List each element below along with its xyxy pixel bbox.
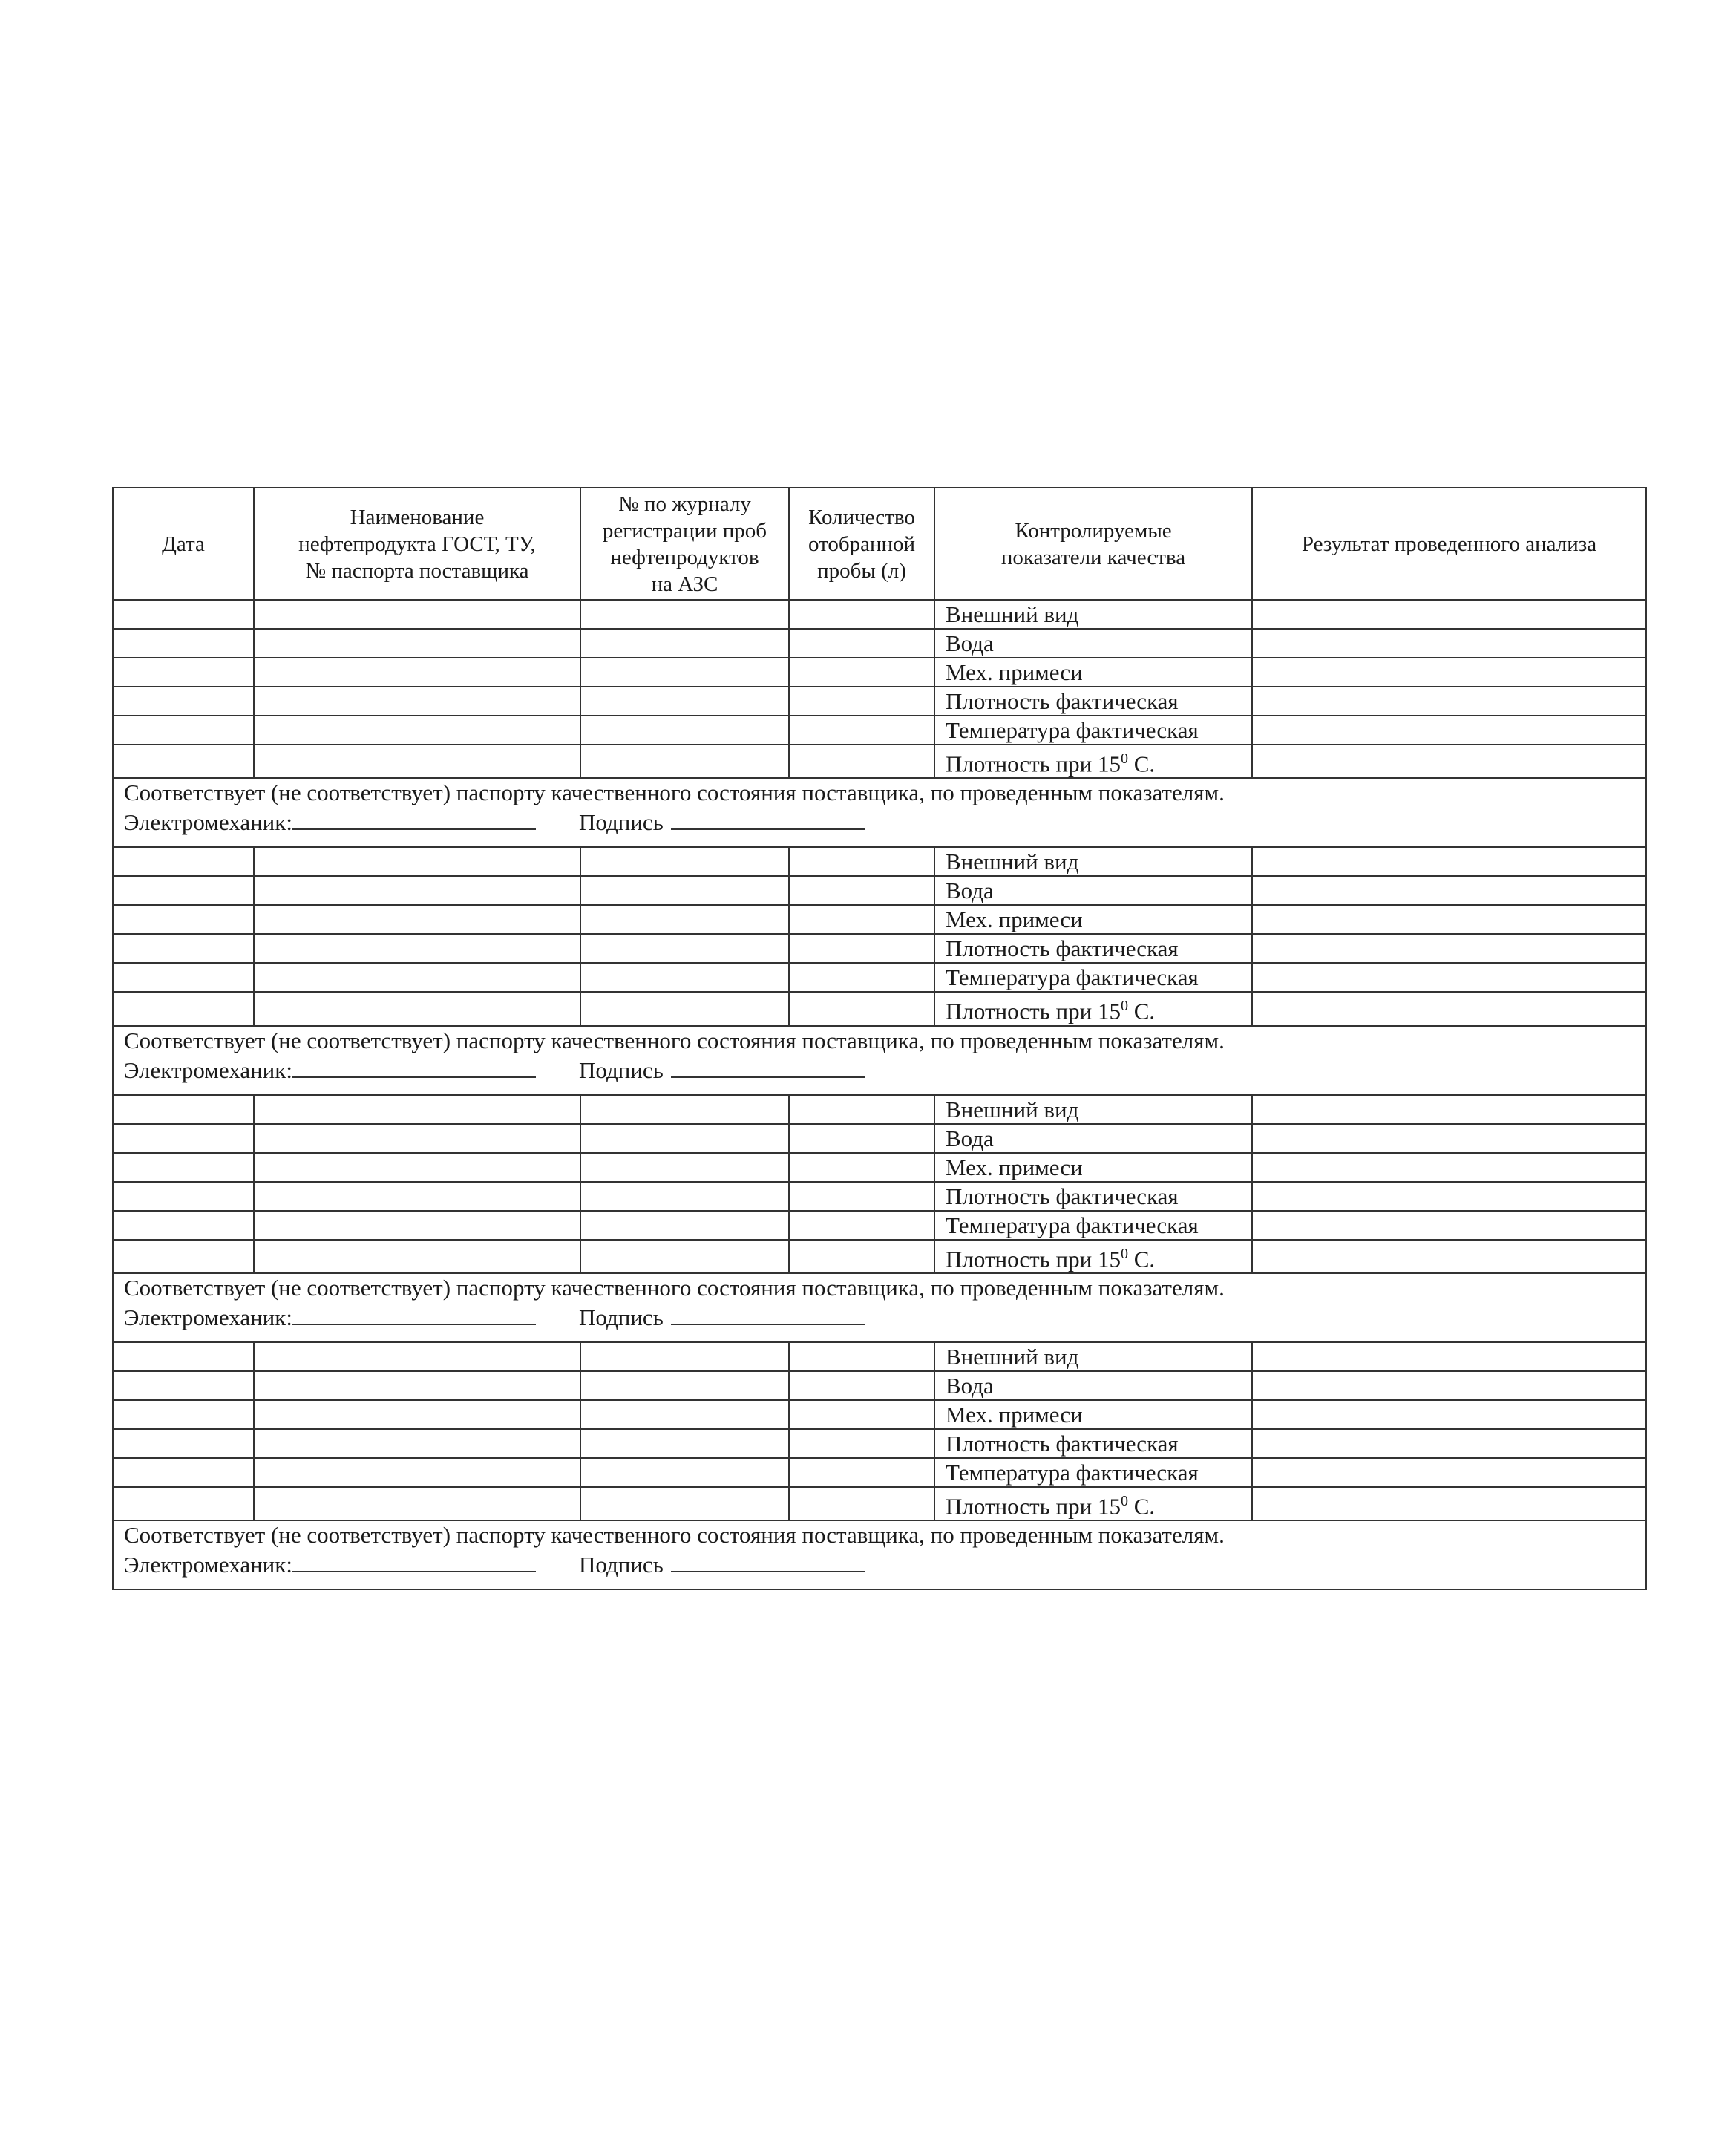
header-analysis-result: Результат проведенного анализа xyxy=(1252,488,1646,600)
indicator-text: Температура фактическая xyxy=(946,964,1199,991)
indicator-text: Внешний вид xyxy=(946,1343,1079,1370)
date-cell[interactable] xyxy=(113,905,254,934)
journal-number-cell[interactable] xyxy=(580,716,789,745)
indicator-row xyxy=(113,1342,1646,1371)
quality-indicator-label xyxy=(934,600,1252,629)
quality-indicator-label xyxy=(934,1095,1252,1124)
quantity-cell[interactable] xyxy=(789,876,934,905)
journal-number-cell[interactable] xyxy=(580,1342,789,1371)
header-journal-number: № по журналу регистрации проб нефтепродуктов на АЗС xyxy=(580,488,789,600)
result-cell[interactable] xyxy=(1252,1342,1646,1371)
electromechanic-name-field[interactable] xyxy=(292,1054,536,1078)
date-cell[interactable] xyxy=(113,1153,254,1182)
quantity-cell[interactable] xyxy=(789,963,934,992)
indicator-row xyxy=(113,716,1646,745)
journal-number-cell[interactable] xyxy=(580,629,789,658)
quantity-cell[interactable] xyxy=(789,629,934,658)
indicator-text: Плотность фактическая xyxy=(946,935,1179,962)
journal-number-cell[interactable] xyxy=(580,963,789,992)
signature-field[interactable] xyxy=(671,806,865,830)
date-cell[interactable] xyxy=(113,1487,254,1520)
quantity-cell[interactable] xyxy=(789,687,934,716)
conformity-row xyxy=(113,1026,1646,1095)
journal-number-cell[interactable] xyxy=(580,1211,789,1240)
journal-number-cell[interactable] xyxy=(580,1400,789,1429)
quantity-cell[interactable] xyxy=(789,1124,934,1153)
indicator-text: Мех. примеси xyxy=(946,659,1083,685)
quality-indicator-label xyxy=(934,847,1252,876)
indicator-row xyxy=(113,1095,1646,1124)
date-cell[interactable] xyxy=(113,716,254,745)
journal-number-cell[interactable] xyxy=(580,658,789,687)
indicator-text: Плотность фактическая xyxy=(946,688,1179,714)
indicator-row xyxy=(113,600,1646,629)
indicator-text: Мех. примеси xyxy=(946,906,1083,933)
result-cell[interactable] xyxy=(1252,1371,1646,1400)
quality-indicator-label xyxy=(934,1400,1252,1429)
indicator-text: Плотность при 15 xyxy=(946,1245,1121,1272)
electromechanic-label: Электромеханик: xyxy=(124,1304,292,1330)
result-cell[interactable] xyxy=(1252,847,1646,876)
conformity-row xyxy=(113,1520,1646,1589)
indicator-text: Мех. примеси xyxy=(946,1401,1083,1428)
signature-line xyxy=(124,1549,1635,1578)
date-cell[interactable] xyxy=(113,876,254,905)
result-cell[interactable] xyxy=(1252,716,1646,745)
indicator-text: Вода xyxy=(946,1125,994,1151)
quantity-cell[interactable] xyxy=(789,1400,934,1429)
indicator-text: Вода xyxy=(946,877,994,904)
date-cell[interactable] xyxy=(113,1400,254,1429)
date-cell[interactable] xyxy=(113,1342,254,1371)
product-cell[interactable] xyxy=(254,1211,580,1240)
celsius-unit: С. xyxy=(1127,751,1156,777)
quality-indicator-label xyxy=(934,716,1252,745)
quality-indicator-label xyxy=(934,1211,1252,1240)
result-cell[interactable] xyxy=(1252,745,1646,778)
quantity-cell[interactable] xyxy=(789,847,934,876)
journal-number-cell[interactable] xyxy=(580,992,789,1025)
result-cell[interactable] xyxy=(1252,1400,1646,1429)
result-cell[interactable] xyxy=(1252,1487,1646,1520)
signature-field[interactable] xyxy=(671,1301,865,1325)
electromechanic-label: Электромеханик: xyxy=(124,1056,292,1083)
signature-label: Подпись xyxy=(578,1304,664,1330)
signature-line xyxy=(124,806,1635,836)
date-cell[interactable] xyxy=(113,1124,254,1153)
journal-number-cell[interactable] xyxy=(580,687,789,716)
quantity-cell[interactable] xyxy=(789,1429,934,1458)
journal-number-cell[interactable] xyxy=(580,1240,789,1273)
product-cell[interactable] xyxy=(254,934,580,963)
indicator-row xyxy=(113,687,1646,716)
quality-indicator-label xyxy=(934,992,1252,1025)
journal-body xyxy=(113,600,1646,1589)
indicator-row xyxy=(113,1240,1646,1273)
product-cell[interactable] xyxy=(254,1342,580,1371)
conformity-cell xyxy=(113,778,1646,847)
quantity-cell[interactable] xyxy=(789,1342,934,1371)
product-cell[interactable] xyxy=(254,876,580,905)
result-cell[interactable] xyxy=(1252,687,1646,716)
quality-indicator-label xyxy=(934,1458,1252,1487)
product-cell[interactable] xyxy=(254,847,580,876)
indicator-row xyxy=(113,629,1646,658)
product-cell[interactable] xyxy=(254,1458,580,1487)
journal-number-cell[interactable] xyxy=(580,1095,789,1124)
date-cell[interactable] xyxy=(113,1429,254,1458)
quantity-cell[interactable] xyxy=(789,1458,934,1487)
header-sample-quantity: Количество отобранной пробы (л) xyxy=(789,488,934,600)
electromechanic-label: Электромеханик: xyxy=(124,1552,292,1578)
quality-indicator-label xyxy=(934,629,1252,658)
product-cell[interactable] xyxy=(254,1124,580,1153)
date-cell[interactable] xyxy=(113,600,254,629)
date-cell[interactable] xyxy=(113,1095,254,1124)
indicator-row xyxy=(113,1211,1646,1240)
quality-indicator-label xyxy=(934,1124,1252,1153)
result-cell[interactable] xyxy=(1252,1429,1646,1458)
journal-number-cell[interactable] xyxy=(580,1458,789,1487)
indicator-text: Температура фактическая xyxy=(946,1212,1199,1238)
journal-number-cell[interactable] xyxy=(580,1371,789,1400)
electromechanic-label: Электромеханик: xyxy=(124,809,292,836)
date-cell[interactable] xyxy=(113,1182,254,1211)
date-cell[interactable] xyxy=(113,1240,254,1273)
indicator-text: Температура фактическая xyxy=(946,1459,1199,1486)
result-cell[interactable] xyxy=(1252,1095,1646,1124)
quantity-cell[interactable] xyxy=(789,1211,934,1240)
product-cell[interactable] xyxy=(254,1429,580,1458)
quality-control-journal-table xyxy=(112,487,1647,1590)
degree-superscript: 0 xyxy=(1120,751,1128,767)
result-cell[interactable] xyxy=(1252,934,1646,963)
celsius-unit: С. xyxy=(1127,998,1156,1024)
header-quality-indicators: Контролируемые показатели качества xyxy=(934,488,1252,600)
indicator-row xyxy=(113,905,1646,934)
header-date: Дата xyxy=(113,488,254,600)
quality-indicator-label xyxy=(934,934,1252,963)
quality-indicator-label xyxy=(934,1487,1252,1520)
celsius-unit: С. xyxy=(1127,1245,1156,1272)
date-cell[interactable] xyxy=(113,687,254,716)
conformity-cell xyxy=(113,1520,1646,1589)
product-cell[interactable] xyxy=(254,687,580,716)
product-cell[interactable] xyxy=(254,992,580,1025)
indicator-row xyxy=(113,847,1646,876)
indicator-row xyxy=(113,658,1646,687)
conformity-statement: Соответствует (не соответствует) паспорту качественного состояния поставщика, по проведенным показателям. xyxy=(124,1274,1225,1301)
signature-label: Подпись xyxy=(578,1056,664,1083)
quantity-cell[interactable] xyxy=(789,905,934,934)
indicator-row xyxy=(113,1458,1646,1487)
indicator-text: Плотность при 15 xyxy=(946,751,1121,777)
product-cell[interactable] xyxy=(254,716,580,745)
conformity-statement: Соответствует (не соответствует) паспорту качественного состояния поставщика, по проведенным показателям. xyxy=(124,780,1225,806)
quantity-cell[interactable] xyxy=(789,658,934,687)
signature-field[interactable] xyxy=(671,1054,865,1078)
degree-superscript: 0 xyxy=(1120,998,1128,1015)
indicator-text: Внешний вид xyxy=(946,849,1079,875)
product-cell[interactable] xyxy=(254,1182,580,1211)
result-cell[interactable] xyxy=(1252,876,1646,905)
indicator-row xyxy=(113,1429,1646,1458)
journal-number-cell[interactable] xyxy=(580,1487,789,1520)
quality-indicator-label xyxy=(934,1240,1252,1273)
quality-indicator-label xyxy=(934,905,1252,934)
indicator-text: Вода xyxy=(946,1372,994,1399)
indicator-row xyxy=(113,934,1646,963)
celsius-unit: С. xyxy=(1127,1493,1156,1520)
result-cell[interactable] xyxy=(1252,1124,1646,1153)
signature-line xyxy=(124,1301,1635,1331)
quantity-cell[interactable] xyxy=(789,1095,934,1124)
result-cell[interactable] xyxy=(1252,1182,1646,1211)
result-cell[interactable] xyxy=(1252,600,1646,629)
signature-field[interactable] xyxy=(671,1549,865,1572)
quality-indicator-label xyxy=(934,1429,1252,1458)
indicator-text: Плотность при 15 xyxy=(946,1493,1121,1520)
journal-number-cell[interactable] xyxy=(580,1124,789,1153)
degree-superscript: 0 xyxy=(1120,1245,1128,1262)
conformity-cell xyxy=(113,1273,1646,1342)
indicator-row xyxy=(113,1153,1646,1182)
date-cell[interactable] xyxy=(113,629,254,658)
quantity-cell[interactable] xyxy=(789,1153,934,1182)
date-cell[interactable] xyxy=(113,745,254,778)
conformity-statement: Соответствует (не соответствует) паспорту качественного состояния поставщика, по проведенным показателям. xyxy=(124,1027,1225,1053)
indicator-text: Внешний вид xyxy=(946,601,1079,627)
indicator-row xyxy=(113,1487,1646,1520)
indicator-text: Плотность фактическая xyxy=(946,1183,1179,1209)
journal-number-cell[interactable] xyxy=(580,847,789,876)
date-cell[interactable] xyxy=(113,1458,254,1487)
journal-number-cell[interactable] xyxy=(580,600,789,629)
quality-indicator-label xyxy=(934,745,1252,778)
indicator-text: Температура фактическая xyxy=(946,717,1199,743)
indicator-text: Вода xyxy=(946,630,994,656)
quantity-cell[interactable] xyxy=(789,1371,934,1400)
product-cell[interactable] xyxy=(254,1240,580,1273)
indicator-row xyxy=(113,992,1646,1025)
date-cell[interactable] xyxy=(113,1211,254,1240)
quantity-cell[interactable] xyxy=(789,1182,934,1211)
result-cell[interactable] xyxy=(1252,1458,1646,1487)
product-cell[interactable] xyxy=(254,1095,580,1124)
indicator-text: Внешний вид xyxy=(946,1096,1079,1122)
electromechanic-name-field[interactable] xyxy=(292,1301,536,1325)
indicator-row xyxy=(113,876,1646,905)
signature-label: Подпись xyxy=(578,1552,664,1578)
quantity-cell[interactable] xyxy=(789,600,934,629)
quality-indicator-label xyxy=(934,1342,1252,1371)
indicator-row xyxy=(113,1124,1646,1153)
quantity-cell[interactable] xyxy=(789,934,934,963)
result-cell[interactable] xyxy=(1252,629,1646,658)
journal-number-cell[interactable] xyxy=(580,905,789,934)
quality-indicator-label xyxy=(934,1371,1252,1400)
indicator-row xyxy=(113,1182,1646,1211)
result-cell[interactable] xyxy=(1252,1240,1646,1273)
product-cell[interactable] xyxy=(254,658,580,687)
signature-line xyxy=(124,1054,1635,1084)
date-cell[interactable] xyxy=(113,847,254,876)
quantity-cell[interactable] xyxy=(789,745,934,778)
indicator-text: Мех. примеси xyxy=(946,1154,1083,1180)
journal-number-cell[interactable] xyxy=(580,1429,789,1458)
indicator-row xyxy=(113,1371,1646,1400)
electromechanic-name-field[interactable] xyxy=(292,1549,536,1572)
product-cell[interactable] xyxy=(254,600,580,629)
product-cell[interactable] xyxy=(254,963,580,992)
date-cell[interactable] xyxy=(113,934,254,963)
quality-indicator-label xyxy=(934,1153,1252,1182)
conformity-cell xyxy=(113,1026,1646,1095)
product-cell[interactable] xyxy=(254,1400,580,1429)
conformity-row xyxy=(113,778,1646,847)
result-cell[interactable] xyxy=(1252,1153,1646,1182)
header-row xyxy=(113,488,1646,600)
quality-indicator-label xyxy=(934,658,1252,687)
electromechanic-name-field[interactable] xyxy=(292,806,536,830)
result-cell[interactable] xyxy=(1252,905,1646,934)
result-cell[interactable] xyxy=(1252,992,1646,1025)
date-cell[interactable] xyxy=(113,992,254,1025)
product-cell[interactable] xyxy=(254,629,580,658)
product-cell[interactable] xyxy=(254,905,580,934)
journal-number-cell[interactable] xyxy=(580,876,789,905)
journal-number-cell[interactable] xyxy=(580,934,789,963)
product-cell[interactable] xyxy=(254,1371,580,1400)
indicator-text: Плотность при 15 xyxy=(946,998,1121,1024)
result-cell[interactable] xyxy=(1252,1211,1646,1240)
result-cell[interactable] xyxy=(1252,963,1646,992)
signature-label: Подпись xyxy=(578,809,664,836)
quantity-cell[interactable] xyxy=(789,716,934,745)
quality-indicator-label xyxy=(934,963,1252,992)
journal-number-cell[interactable] xyxy=(580,1153,789,1182)
journal-number-cell[interactable] xyxy=(580,1182,789,1211)
quality-indicator-label xyxy=(934,876,1252,905)
indicator-text: Плотность фактическая xyxy=(946,1430,1179,1457)
indicator-row xyxy=(113,1400,1646,1429)
quality-indicator-label xyxy=(934,687,1252,716)
quality-indicator-label xyxy=(934,1182,1252,1211)
date-cell[interactable] xyxy=(113,963,254,992)
quantity-cell[interactable] xyxy=(789,1240,934,1273)
quantity-cell[interactable] xyxy=(789,992,934,1025)
quantity-cell[interactable] xyxy=(789,1487,934,1520)
degree-superscript: 0 xyxy=(1120,1492,1128,1509)
indicator-row xyxy=(113,963,1646,992)
product-cell[interactable] xyxy=(254,1487,580,1520)
date-cell[interactable] xyxy=(113,1371,254,1400)
result-cell[interactable] xyxy=(1252,658,1646,687)
product-cell[interactable] xyxy=(254,745,580,778)
conformity-row xyxy=(113,1273,1646,1342)
conformity-statement: Соответствует (не соответствует) паспорту качественного состояния поставщика, по проведенным показателям. xyxy=(124,1522,1225,1549)
indicator-row xyxy=(113,745,1646,778)
header-product: Наименование нефтепродукта ГОСТ, ТУ, № паспорта поставщика xyxy=(254,488,580,600)
date-cell[interactable] xyxy=(113,658,254,687)
journal-number-cell[interactable] xyxy=(580,745,789,778)
product-cell[interactable] xyxy=(254,1153,580,1182)
